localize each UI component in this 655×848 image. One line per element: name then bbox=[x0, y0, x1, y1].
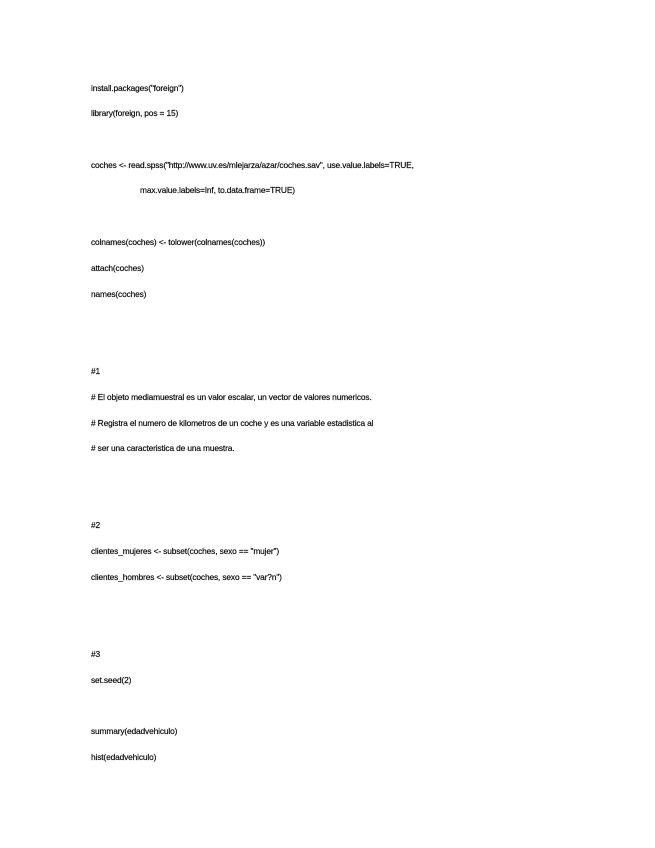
code-line-install-packages: install.packages("foreign") bbox=[91, 83, 184, 93]
code-line-read-spss: coches <- read.spss("http://www.uv.es/mlejarza/azar/coches.sav", use.value.labels=TRUE, bbox=[91, 160, 414, 170]
code-line-hist: hist(edadvehiculo) bbox=[91, 752, 157, 762]
section-marker-2: #2 bbox=[91, 520, 101, 530]
section-marker-1: #1 bbox=[91, 366, 101, 376]
code-line-attach: attach(coches) bbox=[91, 263, 144, 273]
code-line-set-seed: set.seed(2) bbox=[91, 675, 132, 685]
code-line-names: names(coches) bbox=[91, 289, 147, 299]
code-line-library: library(foreign, pos = 15) bbox=[91, 108, 179, 118]
comment-line-3: # ser una caracteristica de una muestra. bbox=[91, 443, 235, 453]
code-line-clientes-hombres: clientes_hombres <- subset(coches, sexo == "var?n") bbox=[91, 572, 282, 582]
code-line-colnames: colnames(coches) <- tolower(colnames(coches)) bbox=[91, 237, 266, 247]
code-line-read-spss-continued: max.value.labels=Inf, to.data.frame=TRUE) bbox=[140, 185, 295, 195]
code-line-summary: summary(edadvehiculo) bbox=[91, 726, 178, 736]
section-marker-3: #3 bbox=[91, 649, 101, 659]
comment-line-1: # El objeto mediamuestral es un valor escalar, un vector de valores numericos. bbox=[91, 392, 372, 402]
code-line-clientes-mujeres: clientes_mujeres <- subset(coches, sexo == "mujer") bbox=[91, 546, 279, 556]
comment-line-2: # Registra el numero de kilometros de un coche y es una variable estadistica al bbox=[91, 418, 374, 428]
